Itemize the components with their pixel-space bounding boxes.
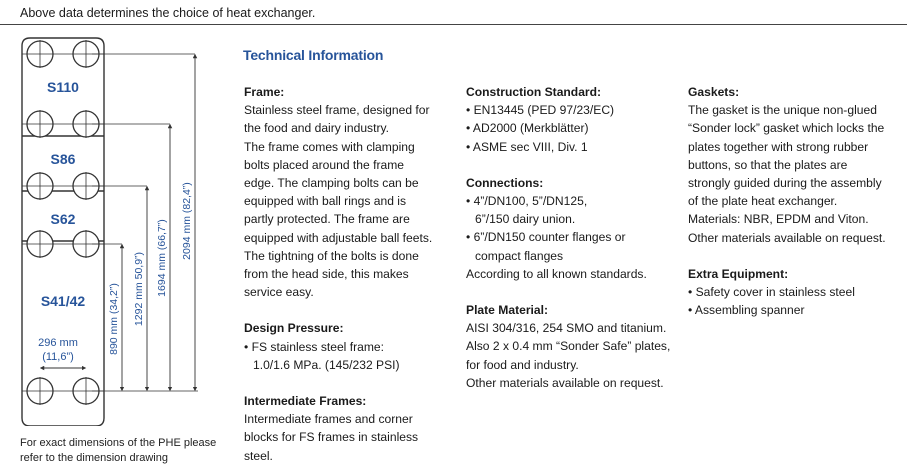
column-2 <box>466 83 671 392</box>
connections-title: Connections: <box>466 175 544 190</box>
extra-equipment-title: Extra Equipment: <box>688 266 789 281</box>
model-label-s62: S62 <box>50 211 76 227</box>
connections-line: According to all known standards. <box>466 266 647 281</box>
frame-line: equipped with adjustable ball feets. <box>244 230 433 245</box>
connections-line: 6”/150 dairy union. <box>475 212 576 227</box>
frame-line: equipped with ball rings and is <box>244 194 407 209</box>
construction-item: • AD2000 (Merkblätter) <box>466 121 589 136</box>
connections-line: compact flanges <box>475 248 564 263</box>
technical-information-title: Technical Information <box>243 47 384 63</box>
footnote-line: For exact dimensions of the PHE please <box>20 437 217 449</box>
gaskets-line: buttons, so that the plates are <box>688 157 848 172</box>
model-label-s86: S86 <box>50 151 76 167</box>
model-label-s41-42: S41/42 <box>40 293 86 309</box>
gaskets-line: Other materials available on request. <box>688 230 886 245</box>
height-label-1292: 1292 mm 50,9”) <box>133 251 145 327</box>
height-label-890: 890 mm (34,2”) <box>108 283 120 355</box>
plate-material-line: Other materials available on request. <box>466 375 664 390</box>
frame-line: The tightning of the bolts is done <box>244 248 419 263</box>
design-pressure-line: 1.0/1.6 MPa. (145/232 PSI) <box>253 357 400 372</box>
frame-line: Stainless steel frame, designed for <box>244 103 430 118</box>
connections-line: • 4”/DN100, 5”/DN125, <box>466 194 588 209</box>
intermediate-line: steel. <box>244 448 273 463</box>
frame-line: service easy. <box>244 285 314 300</box>
gaskets-line: Materials: NBR, EPDM and Viton. <box>688 212 869 227</box>
plate-material-line: AISI 304/316, 254 SMO and titanium. <box>466 321 667 336</box>
footnote-line: refer to the dimension drawing <box>20 452 168 464</box>
construction-item: • ASME sec VIII, Div. 1 <box>466 139 588 154</box>
connections-line: • 6”/DN150 counter flanges or <box>466 230 626 245</box>
plate-material-line: for food and industry. <box>466 357 579 372</box>
frame-line: The frame comes with clamping <box>244 139 415 154</box>
intermediate-line: blocks for FS frames in stainless <box>244 430 419 445</box>
plate-material-line: Also 2 x 0.4 mm “Sonder Safe” plates, <box>466 339 671 354</box>
gaskets-line: The gasket is the unique non-glued <box>688 103 877 118</box>
construction-standard-title: Construction Standard: <box>466 85 602 99</box>
frame-line: from the head side, this makes <box>244 267 409 282</box>
design-pressure-title: Design Pressure: <box>244 321 344 336</box>
frame-line: partly protected. The frame are <box>244 212 410 227</box>
gaskets-line: “Sonder lock” gasket which locks the <box>688 121 885 136</box>
height-label-2094: 2094 mm (82,4”) <box>181 182 193 260</box>
gaskets-title: Gaskets: <box>688 85 740 99</box>
gaskets-line: strongly guided during the assembly <box>688 176 882 191</box>
plate-material-title: Plate Material: <box>466 303 548 318</box>
frame-line: edge. The clamping bolts can be <box>244 176 419 191</box>
column-3 <box>688 83 898 319</box>
width-label-in: (11,6”) <box>42 351 74 363</box>
construction-item: • EN13445 (PED 97/23/EC) <box>466 103 615 118</box>
model-label-s110: S110 <box>47 79 79 95</box>
gaskets-line: of the plate heat exchanger. <box>688 194 838 209</box>
design-pressure-line: • FS stainless steel frame: <box>244 339 384 354</box>
extra-equipment-item: • Assembling spanner <box>688 303 805 318</box>
frame-title: Frame: <box>244 85 285 99</box>
height-label-1694: 1694 mm (66,7”) <box>156 219 168 297</box>
footnote <box>20 436 216 466</box>
intermediate-frames-title: Intermediate Frames: <box>244 394 367 409</box>
column-1 <box>244 83 449 465</box>
gaskets-line: plates together with strong rubber <box>688 139 869 154</box>
header-text: Above data determines the choice of heat exchanger. <box>20 6 316 20</box>
header-bar <box>0 0 907 25</box>
intermediate-line: Intermediate frames and corner <box>244 412 413 427</box>
frame-line: bolts placed around the frame <box>244 157 405 172</box>
width-label-mm: 296 mm <box>38 337 78 349</box>
frame-line: the food and dairy industry. <box>244 121 389 136</box>
extra-equipment-item: • Safety cover in stainless steel <box>688 285 855 300</box>
phe-dimension-diagram <box>0 36 240 426</box>
